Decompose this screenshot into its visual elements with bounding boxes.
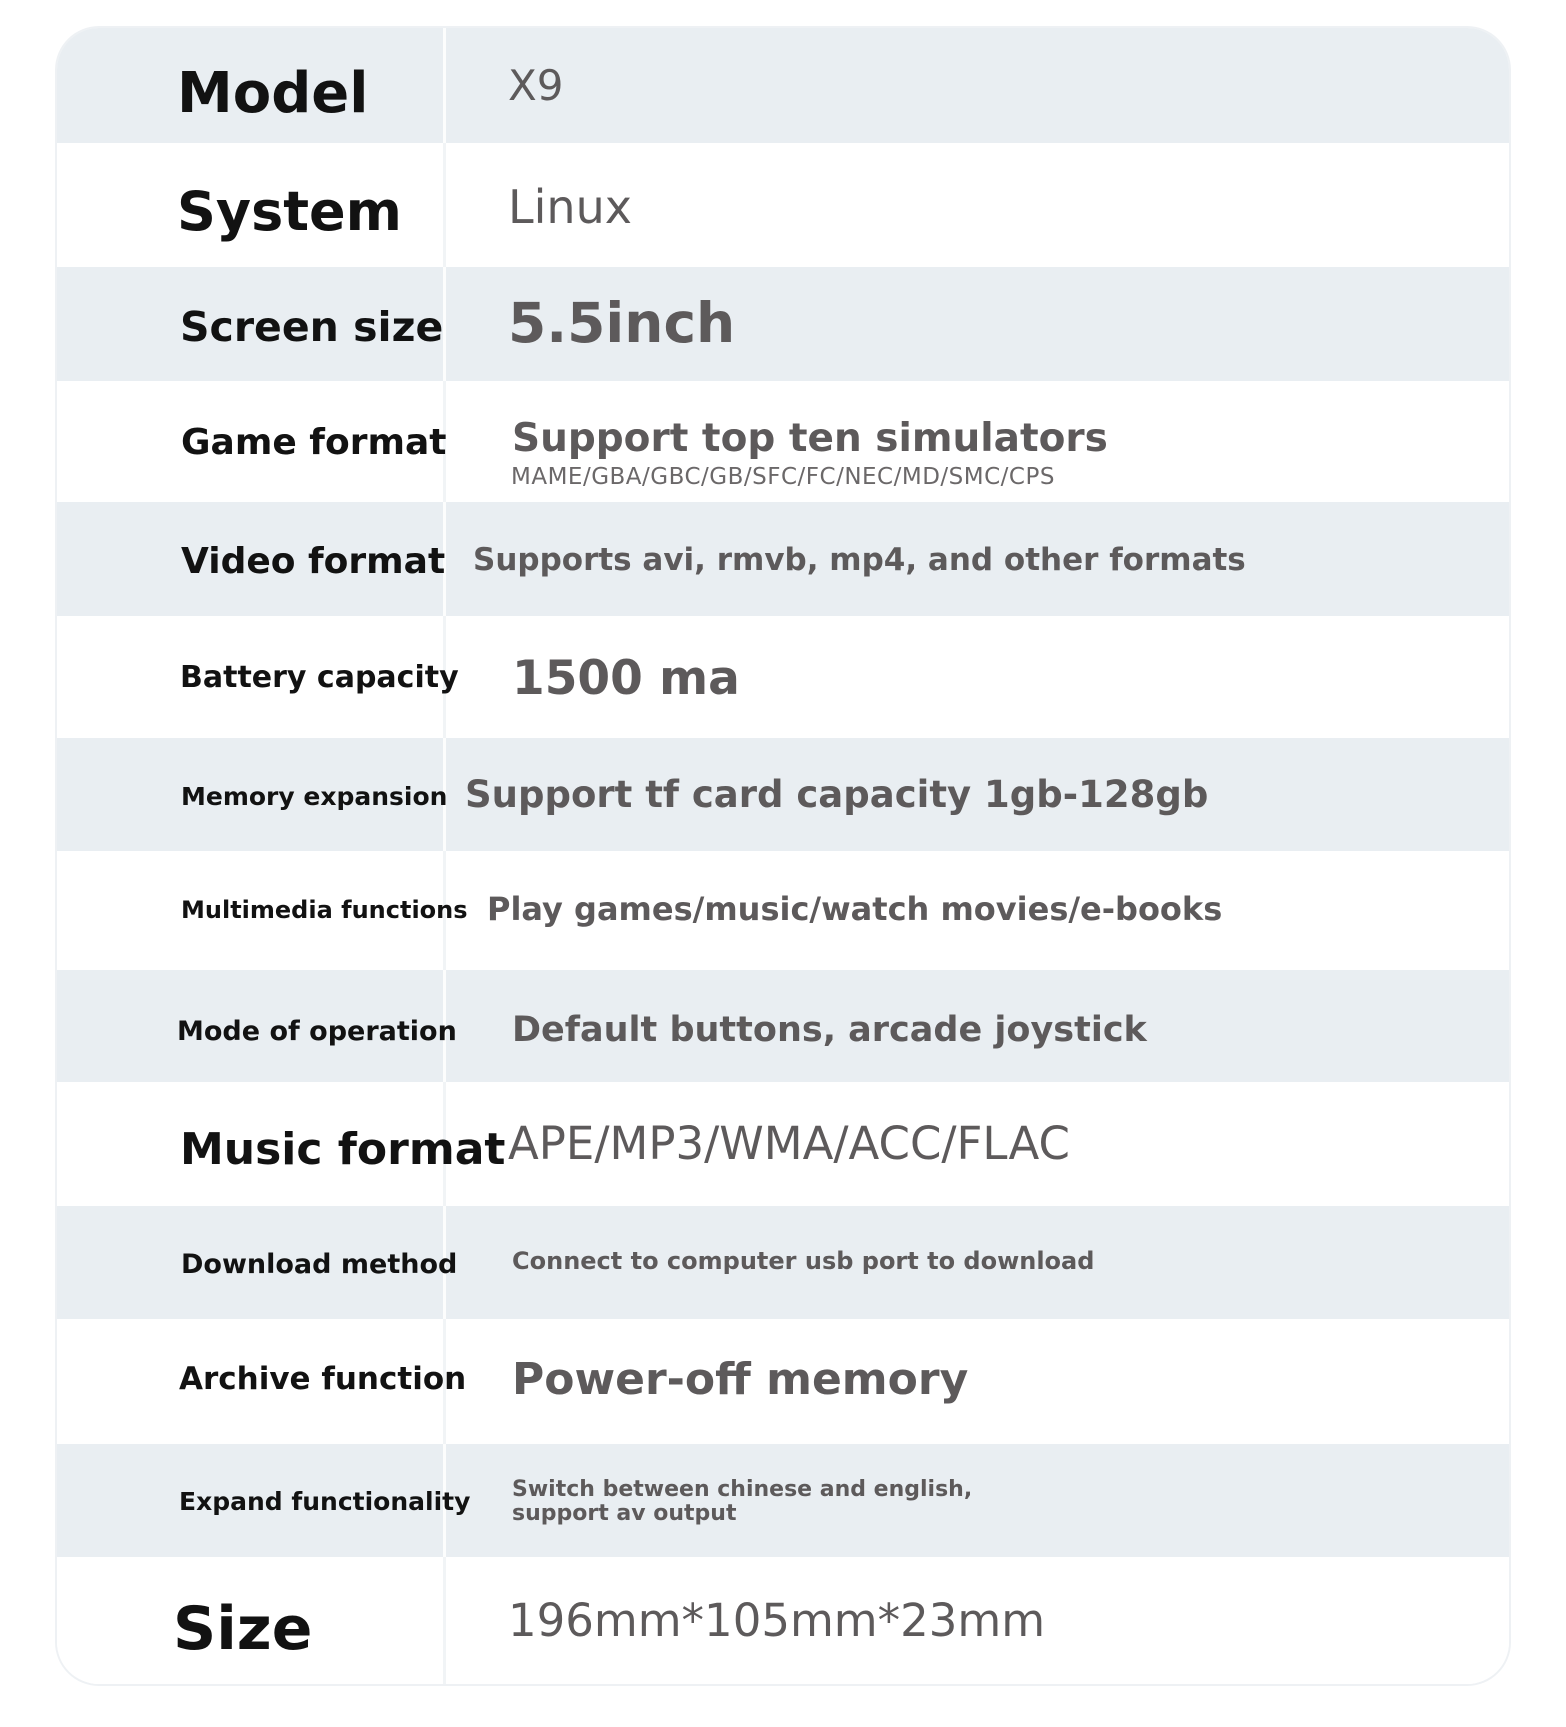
spec-row-battery-capacity	[57, 616, 1509, 738]
spec-value: Support top ten simulators	[512, 416, 1108, 461]
spec-label: Model	[177, 61, 369, 126]
spec-row-archive-function	[57, 1319, 1509, 1444]
spec-value: APE/MP3/WMA/ACC/FLAC	[508, 1117, 1070, 1170]
spec-value: Power-off memory	[512, 1354, 969, 1405]
spec-label: Screen size	[180, 303, 444, 351]
spec-value: Supports avi, rmvb, mp4, and other formats	[473, 542, 1246, 578]
spec-value: Connect to computer usb port to download	[512, 1247, 1095, 1275]
spec-value: 1500 ma	[512, 651, 740, 706]
spec-value: Switch between chinese and english, support av output	[512, 1477, 973, 1527]
spec-row-mode-of-operation	[57, 970, 1509, 1082]
spec-value: Play games/music/watch movies/e-books	[487, 890, 1223, 928]
spec-row-expand-functionality	[57, 1444, 1509, 1557]
spec-row-music-format	[57, 1082, 1509, 1206]
spec-value: X9	[508, 61, 564, 110]
spec-row-screen-size	[57, 267, 1509, 381]
spec-label: Battery capacity	[180, 660, 459, 695]
spec-value: Default buttons, arcade joystick	[512, 1010, 1147, 1050]
spec-label: Mode of operation	[177, 1016, 457, 1047]
spec-label: Archive function	[179, 1361, 467, 1397]
spec-row-download-method	[57, 1206, 1509, 1319]
spec-row-memory-expansion	[57, 738, 1509, 851]
spec-label: Music format	[180, 1124, 506, 1175]
spec-value: 196mm*105mm*23mm	[508, 1594, 1046, 1647]
spec-value: 5.5inch	[508, 291, 736, 355]
spec-value: Linux	[508, 180, 632, 234]
spec-label: Size	[173, 1594, 313, 1664]
spec-label: Multimedia functions	[181, 896, 468, 924]
spec-table	[57, 28, 1509, 1684]
column-divider	[443, 28, 446, 143]
spec-label: Memory expansion	[181, 782, 448, 811]
spec-label: System	[177, 180, 402, 243]
spec-row-system	[57, 143, 1509, 267]
spec-row-size	[57, 1557, 1509, 1684]
spec-label: Video format	[181, 541, 446, 582]
column-divider	[443, 267, 446, 381]
spec-value: Support tf card capacity 1gb-128gb	[465, 773, 1209, 816]
spec-label: Download method	[181, 1249, 458, 1280]
column-divider	[443, 1557, 446, 1684]
spec-row-model	[57, 28, 1509, 143]
spec-row-game-format	[57, 381, 1509, 502]
spec-row-video-format	[57, 502, 1509, 616]
spec-row-multimedia-functions	[57, 851, 1509, 970]
column-divider	[443, 143, 446, 267]
spec-subvalue: MAME/GBA/GBC/GB/SFC/FC/NEC/MD/SMC/CPS	[511, 464, 1055, 490]
spec-label: Expand functionality	[179, 1487, 471, 1516]
spec-label: Game format	[181, 422, 447, 463]
